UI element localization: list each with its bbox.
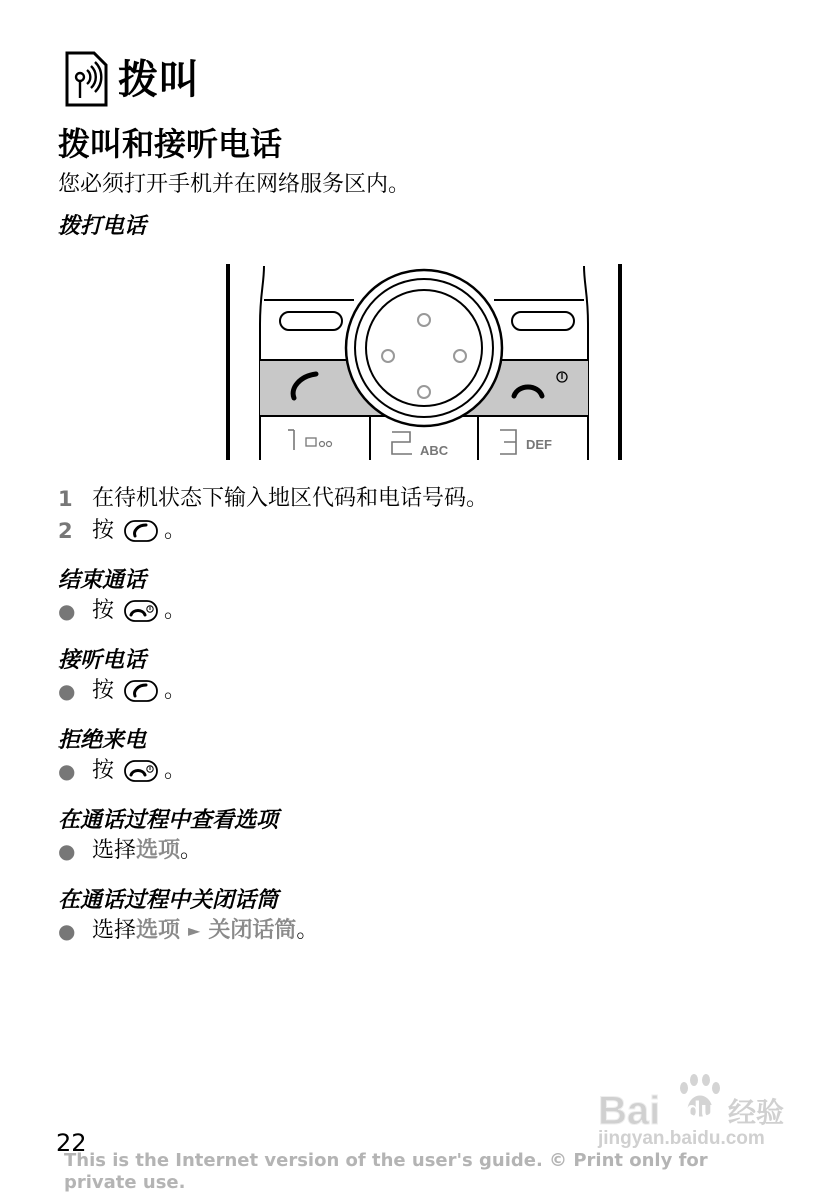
dial-heading: 拨打电话 — [58, 214, 147, 239]
item-text-after: 。 — [180, 838, 203, 863]
dial-step-2 — [58, 516, 186, 546]
end-key-icon — [124, 760, 158, 782]
reject-call-item — [58, 756, 186, 786]
left-soft-key — [280, 312, 342, 330]
bullet: ● — [58, 599, 76, 623]
key2-letters: ABC — [420, 443, 449, 458]
menu-option-label-2: 关闭话筒 — [208, 918, 297, 943]
menu-arrow-icon: ► — [188, 921, 201, 940]
right-soft-key — [512, 312, 574, 330]
call-key-icon — [124, 520, 158, 542]
step-number: 1 — [58, 487, 73, 511]
menu-option-label: 选项 — [136, 838, 181, 863]
footer-notice: This is the Internet version of the user's guide. © Print only for private use. — [64, 1150, 708, 1193]
step-text-after: 。 — [164, 518, 187, 543]
step-number: 2 — [58, 519, 73, 543]
key3-letters: DEF — [526, 437, 552, 452]
answer-call-heading: 接听电话 — [58, 648, 147, 673]
view-options-heading: 在通话过程中查看选项 — [58, 808, 279, 833]
antenna-signal-icon — [64, 50, 110, 108]
end-call-item — [58, 596, 186, 626]
call-key-icon — [124, 680, 158, 702]
chapter-title: 拨叫 — [118, 57, 200, 103]
item-text-before: 选择 — [92, 918, 137, 943]
step-text: 在待机状态下输入地区代码和电话号码。 — [92, 486, 489, 511]
watermark-brand-a: Bai — [598, 1089, 661, 1132]
baidu-watermark-logo — [596, 1066, 796, 1132]
watermark-url: jingyan.baidu.com — [598, 1128, 765, 1149]
mute-mic-heading: 在通话过程中关闭话筒 — [58, 888, 279, 913]
voicemail-icon — [306, 438, 316, 446]
bullet: ● — [58, 919, 76, 943]
bullet: ● — [58, 679, 76, 703]
view-options-item — [58, 836, 202, 866]
menu-option-label: 选项 — [136, 918, 181, 943]
mute-mic-item — [58, 916, 318, 946]
item-text-before: 按 — [92, 758, 115, 783]
phone-keypad-illustration — [224, 264, 624, 460]
end-call-heading: 结束通话 — [58, 568, 147, 593]
bullet: ● — [58, 839, 76, 863]
item-text-before: 按 — [92, 678, 115, 703]
watermark-brand-c: 经验 — [728, 1097, 785, 1128]
watermark-brand-b: du — [686, 1097, 716, 1124]
bullet: ● — [58, 759, 76, 783]
answer-call-item — [58, 676, 186, 706]
dial-step-1 — [58, 484, 488, 514]
section-intro: 您必须打开手机并在网络服务区内。 — [58, 172, 411, 197]
step-text-before: 按 — [92, 518, 115, 543]
item-text-after: 。 — [164, 758, 187, 783]
item-text-after: 。 — [164, 598, 187, 623]
end-key-icon — [124, 600, 158, 622]
item-text-after: 。 — [296, 918, 319, 943]
item-text-after: 。 — [164, 678, 187, 703]
item-text-before: 选择 — [92, 838, 137, 863]
item-text-before: 按 — [92, 598, 115, 623]
page-number: 22 — [56, 1129, 87, 1157]
section-title: 拨叫和接听电话 — [58, 125, 283, 163]
reject-call-heading: 拒绝来电 — [58, 728, 147, 753]
